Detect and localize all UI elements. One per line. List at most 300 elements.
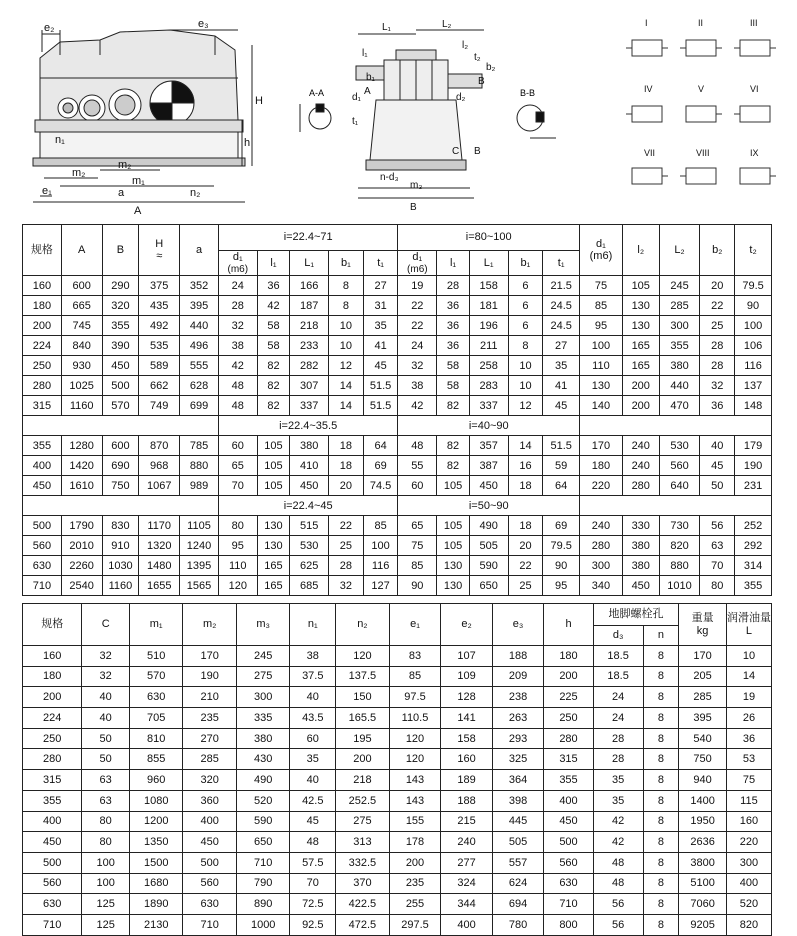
table-cell: 105: [437, 476, 470, 496]
table-cell: 58: [257, 316, 290, 336]
table-cell: 85: [363, 516, 398, 536]
table-cell: 148: [735, 396, 772, 416]
table-cell: 178: [389, 832, 441, 853]
table-cell: 1170: [139, 516, 180, 536]
table-cell: 270: [183, 728, 236, 749]
table-row: [23, 852, 772, 873]
table-cell: 355: [544, 770, 594, 791]
table-cell: 18: [329, 456, 364, 476]
table-cell: 24: [593, 708, 643, 729]
table-cell: 665: [61, 296, 102, 316]
table-cell: 7060: [679, 894, 727, 915]
table-cell: 166: [290, 276, 329, 296]
table-cell: 285: [679, 687, 727, 708]
table-cell: 196: [469, 316, 508, 336]
table-cell: 40: [82, 687, 130, 708]
table-row: [23, 894, 772, 915]
table-row: [23, 396, 772, 416]
dim-label: e₁: [42, 185, 52, 197]
header-n2: n₂: [336, 604, 390, 646]
header-A: A: [61, 225, 102, 276]
ratio-subheader-blank: [23, 416, 219, 436]
table-cell: 24.5: [543, 296, 580, 316]
table-row: [23, 316, 772, 336]
table-cell: 285: [659, 296, 700, 316]
table-cell: 530: [659, 436, 700, 456]
table-cell: 400: [23, 456, 62, 476]
dim-label: m₂: [72, 167, 86, 179]
table-cell: 245: [659, 276, 700, 296]
table-cell: 589: [139, 356, 180, 376]
table-cell: 930: [61, 356, 102, 376]
table-cell: 140: [580, 396, 623, 416]
table-row: [23, 666, 772, 687]
table-cell: 352: [180, 276, 219, 296]
table-cell: 187: [290, 296, 329, 316]
table-cell: 450: [102, 356, 139, 376]
table-cell: 400: [441, 914, 492, 935]
table-cell: 10: [329, 316, 364, 336]
header-t1: t₁: [363, 251, 398, 276]
table-cell: 64: [363, 436, 398, 456]
table-cell: 97.5: [389, 687, 441, 708]
table-cell: 35: [593, 770, 643, 791]
table-cell: 60: [218, 436, 257, 456]
table-cell: 1105: [180, 516, 219, 536]
table-cell: 130: [437, 576, 470, 596]
table-cell: 855: [129, 749, 183, 770]
table-cell: 233: [290, 336, 329, 356]
table-row: [23, 832, 772, 853]
table-row: [23, 516, 772, 536]
header-e2: e₂: [441, 604, 492, 646]
table-cell: 180: [544, 646, 594, 667]
table-cell: 85: [389, 666, 441, 687]
table-cell: 128: [441, 687, 492, 708]
table-cell: 200: [23, 316, 62, 336]
table-cell: 218: [336, 770, 390, 791]
header-d1-tolerance: (m6): [407, 264, 428, 276]
table-cell: 387: [469, 456, 508, 476]
table-cell: 560: [23, 873, 82, 894]
table-cell: 24.5: [543, 316, 580, 336]
header-foundation-bolt: 地脚螺栓孔: [593, 604, 679, 626]
table-cell: 82: [437, 436, 470, 456]
table-cell: 40: [700, 436, 735, 456]
header-d1: [398, 251, 437, 276]
table-cell: 6: [508, 316, 543, 336]
arrangement-label: VII: [644, 148, 656, 158]
table-cell: 258: [469, 356, 508, 376]
table-cell: 370: [336, 873, 390, 894]
table-cell: 440: [180, 316, 219, 336]
table-cell: 470: [659, 396, 700, 416]
table-cell: 650: [469, 576, 508, 596]
table-cell: 1680: [129, 873, 183, 894]
arrangement-label: I: [645, 18, 648, 28]
table-cell: 209: [492, 666, 543, 687]
table-cell: 90: [398, 576, 437, 596]
dim-label: t₂: [474, 52, 481, 63]
table-cell: 235: [389, 873, 441, 894]
table-cell: 28: [700, 356, 735, 376]
table-cell: 570: [102, 396, 139, 416]
table-cell: 51.5: [543, 436, 580, 456]
table-cell: 80: [218, 516, 257, 536]
table-cell: 355: [23, 790, 82, 811]
table-cell: 92.5: [290, 914, 336, 935]
table-cell: 500: [183, 852, 236, 873]
table-cell: 344: [441, 894, 492, 915]
table-cell: 28: [437, 276, 470, 296]
table-cell: 8: [643, 914, 679, 935]
table-cell: 60: [290, 728, 336, 749]
table-cell: 95: [218, 536, 257, 556]
arrangement-9: [740, 168, 776, 184]
arrangement-3: [734, 40, 776, 56]
header-b2: b₂: [700, 225, 735, 276]
ratio-subheader-blank: [580, 416, 772, 436]
table-cell: 225: [544, 687, 594, 708]
header-H-symbol: H: [155, 238, 164, 250]
table-cell: 45: [700, 456, 735, 476]
table-cell: 56: [700, 516, 735, 536]
table-cell: 2540: [61, 576, 102, 596]
table-cell: 880: [659, 556, 700, 576]
table-cell: 53: [726, 749, 771, 770]
table-cell: 630: [129, 687, 183, 708]
table-cell: 22: [508, 556, 543, 576]
table-cell: 32: [82, 666, 130, 687]
table-cell: 158: [441, 728, 492, 749]
table-cell: 14: [329, 376, 364, 396]
table-row: [23, 790, 772, 811]
table-cell: 170: [679, 646, 727, 667]
header-m3: m₃: [236, 604, 290, 646]
table-cell: 36: [700, 396, 735, 416]
table-cell: 28: [593, 728, 643, 749]
arrangement-labels: [644, 18, 759, 158]
table-cell: 42.5: [290, 790, 336, 811]
table-cell: 24: [218, 276, 257, 296]
dim-label: d₁: [352, 92, 361, 103]
table-cell: 125: [82, 914, 130, 935]
table-cell: 28: [329, 556, 364, 576]
table-cell: 51.5: [363, 396, 398, 416]
table-cell: 40: [82, 708, 130, 729]
table-cell: 215: [441, 811, 492, 832]
table-cell: 430: [236, 749, 290, 770]
table-cell: 662: [139, 376, 180, 396]
arrangement-label: VIII: [696, 148, 710, 158]
table-cell: 36: [437, 316, 470, 336]
table-cell: 18: [508, 476, 543, 496]
table-cell: 500: [544, 832, 594, 853]
table-cell: 8: [643, 811, 679, 832]
table-cell: 40: [290, 687, 336, 708]
table-cell: 25: [700, 316, 735, 336]
table-cell: 749: [139, 396, 180, 416]
header-spec: 规格: [23, 604, 82, 646]
table-cell: 35: [593, 790, 643, 811]
table-cell: 535: [139, 336, 180, 356]
table-cell: 120: [389, 749, 441, 770]
table-cell: 100: [363, 536, 398, 556]
header-L2: L₂: [659, 225, 700, 276]
dim-label: l₁: [362, 48, 368, 59]
table-cell: 335: [236, 708, 290, 729]
table-cell: 710: [23, 576, 62, 596]
table-cell: 51.5: [363, 376, 398, 396]
dim-label: e₃: [198, 18, 209, 30]
table-cell: 400: [183, 811, 236, 832]
table-cell: 570: [129, 666, 183, 687]
table-cell: 910: [102, 536, 139, 556]
table-cell: 360: [183, 790, 236, 811]
table-cell: 27: [363, 276, 398, 296]
table-cell: 300: [580, 556, 623, 576]
table-row: [23, 728, 772, 749]
table-cell: 231: [735, 476, 772, 496]
table-cell: 22: [398, 296, 437, 316]
table-cell: 45: [363, 356, 398, 376]
header-oil: [726, 604, 771, 646]
table-cell: 20: [508, 536, 543, 556]
table-cell: 280: [23, 376, 62, 396]
table-cell: 125: [82, 894, 130, 915]
side-view-drawing: [356, 30, 484, 198]
table-cell: 10: [726, 646, 771, 667]
table-cell: 82: [257, 396, 290, 416]
table-row: [23, 646, 772, 667]
table-cell: 8: [643, 790, 679, 811]
table-cell: 130: [622, 316, 659, 336]
table-cell: 42: [257, 296, 290, 316]
table-cell: 22: [329, 516, 364, 536]
table-cell: 440: [659, 376, 700, 396]
table-cell: 750: [679, 749, 727, 770]
table-cell: 940: [679, 770, 727, 791]
table-cell: 63: [700, 536, 735, 556]
table-cell: 40: [290, 770, 336, 791]
table-cell: 180: [580, 456, 623, 476]
table-cell: 560: [23, 536, 62, 556]
header-d1-symbol: d₁: [596, 238, 606, 250]
table-cell: 116: [363, 556, 398, 576]
table-cell: 8: [643, 687, 679, 708]
table-cell: 560: [659, 456, 700, 476]
table-cell: 105: [622, 276, 659, 296]
table-cell: 1280: [61, 436, 102, 456]
table-row: [23, 708, 772, 729]
table-cell: 105: [257, 436, 290, 456]
table-cell: 188: [492, 646, 543, 667]
table-cell: 355: [735, 576, 772, 596]
table-cell: 48: [593, 873, 643, 894]
ratio-subheader-row: [23, 416, 772, 436]
table-cell: 280: [544, 728, 594, 749]
table-cell: 510: [129, 646, 183, 667]
table-cell: 75: [398, 536, 437, 556]
table-cell: 8: [643, 708, 679, 729]
table-cell: 540: [679, 728, 727, 749]
table-cell: 250: [23, 728, 82, 749]
table-cell: 130: [257, 536, 290, 556]
table-cell: 337: [290, 396, 329, 416]
table-cell: 32: [218, 316, 257, 336]
table-cell: 2010: [61, 536, 102, 556]
table-cell: 109: [441, 666, 492, 687]
table-cell: 357: [469, 436, 508, 456]
table-cell: 165: [257, 576, 290, 596]
table-cell: 1420: [61, 456, 102, 476]
table-cell: 19: [398, 276, 437, 296]
arrangement-label: III: [750, 18, 758, 28]
table-cell: 180: [23, 296, 62, 316]
header-H: [139, 225, 180, 276]
table-cell: 130: [580, 376, 623, 396]
table-cell: 200: [622, 376, 659, 396]
header-t1: t₁: [543, 251, 580, 276]
arrangement-label: II: [698, 18, 704, 28]
header-m2: m₂: [183, 604, 236, 646]
table-cell: 110: [580, 356, 623, 376]
header-oil-label: 润滑油量: [726, 612, 771, 625]
table-cell: 283: [469, 376, 508, 396]
dim-label: e₂: [44, 22, 55, 34]
header-ratio-group-2: i=80~100: [398, 225, 580, 251]
arrangement-6: [734, 106, 770, 122]
header-B: B: [102, 225, 139, 276]
technical-drawings: [0, 0, 797, 222]
table-cell: 6: [508, 276, 543, 296]
header-C: C: [82, 604, 130, 646]
table-cell: 65: [218, 456, 257, 476]
table-row: [23, 476, 772, 496]
table-cell: 1240: [180, 536, 219, 556]
table-cell: 520: [236, 790, 290, 811]
table-cell: 730: [659, 516, 700, 536]
table-cell: 710: [23, 914, 82, 935]
table-cell: 1565: [180, 576, 219, 596]
dim-label: d₂: [456, 92, 466, 103]
table-cell: 41: [363, 336, 398, 356]
table-cell: 82: [257, 376, 290, 396]
table-cell: 410: [290, 456, 329, 476]
table-cell: 300: [726, 852, 771, 873]
table-row: [23, 536, 772, 556]
table-cell: 35: [363, 316, 398, 336]
table-cell: 42: [218, 356, 257, 376]
table-cell: 275: [336, 811, 390, 832]
table-cell: 18: [329, 436, 364, 456]
arrangement-8: [680, 168, 716, 184]
arrangement-label: V: [698, 84, 705, 94]
table-cell: 90: [543, 556, 580, 576]
table-cell: 82: [437, 456, 470, 476]
table-cell: 375: [139, 276, 180, 296]
table-cell: 840: [61, 336, 102, 356]
table-cell: 105: [257, 476, 290, 496]
table-cell: 1500: [129, 852, 183, 873]
table-cell: 332.5: [336, 852, 390, 873]
table-cell: 492: [139, 316, 180, 336]
dim-label: b₂: [486, 62, 496, 73]
table-cell: 79.5: [543, 536, 580, 556]
table-cell: 170: [580, 436, 623, 456]
table-cell: 137: [735, 376, 772, 396]
table-cell: 1480: [139, 556, 180, 576]
table-cell: 210: [183, 687, 236, 708]
table-cell: 263: [492, 708, 543, 729]
table-cell: 16: [508, 456, 543, 476]
table-cell: 252.5: [336, 790, 390, 811]
section-aa-label: A-A: [309, 88, 325, 98]
table-cell: 9205: [679, 914, 727, 935]
table-cell: 240: [622, 456, 659, 476]
table-cell: 398: [492, 790, 543, 811]
table-row: [23, 914, 772, 935]
table-cell: 1890: [129, 894, 183, 915]
table-cell: 45: [290, 811, 336, 832]
table-cell: 75: [580, 276, 623, 296]
table-cell: 5100: [679, 873, 727, 894]
table-cell: 8: [329, 276, 364, 296]
table-cell: 200: [23, 687, 82, 708]
section-aa-drawing: [300, 104, 331, 132]
dim-label: h: [244, 137, 251, 149]
table-cell: 355: [102, 316, 139, 336]
table-cell: 160: [23, 646, 82, 667]
table-row: [23, 356, 772, 376]
table-cell: 600: [61, 276, 102, 296]
table-cell: 820: [659, 536, 700, 556]
table-cell: 10: [329, 336, 364, 356]
table-row: [23, 556, 772, 576]
table-cell: 170: [183, 646, 236, 667]
table-cell: 120: [218, 576, 257, 596]
table-cell: 785: [180, 436, 219, 456]
table-cell: 82: [257, 356, 290, 376]
table-cell: 160: [23, 276, 62, 296]
table-row: [23, 376, 772, 396]
table-cell: 80: [82, 811, 130, 832]
table-cell: 43.5: [290, 708, 336, 729]
table-cell: 200: [622, 396, 659, 416]
dimension-table-2: [22, 603, 772, 936]
dim-label: n-d₃: [380, 172, 399, 183]
header-n1: n₁: [290, 604, 336, 646]
header-d1-tolerance: (m6): [589, 250, 613, 263]
table-cell: 224: [23, 708, 82, 729]
table-cell: 106: [735, 336, 772, 356]
table-cell: 8: [643, 749, 679, 770]
table-cell: 315: [23, 396, 62, 416]
table-cell: 20: [329, 476, 364, 496]
table-cell: 150: [336, 687, 390, 708]
table-cell: 195: [336, 728, 390, 749]
table-cell: 628: [180, 376, 219, 396]
table-cell: 1320: [139, 536, 180, 556]
table-cell: 960: [129, 770, 183, 791]
table-cell: 38: [290, 646, 336, 667]
table-cell: 32: [700, 376, 735, 396]
table-cell: 315: [544, 749, 594, 770]
table-cell: 57.5: [290, 852, 336, 873]
dim-label: n₂: [190, 187, 201, 199]
table-cell: 500: [23, 516, 62, 536]
header-L1: L₁: [290, 251, 329, 276]
